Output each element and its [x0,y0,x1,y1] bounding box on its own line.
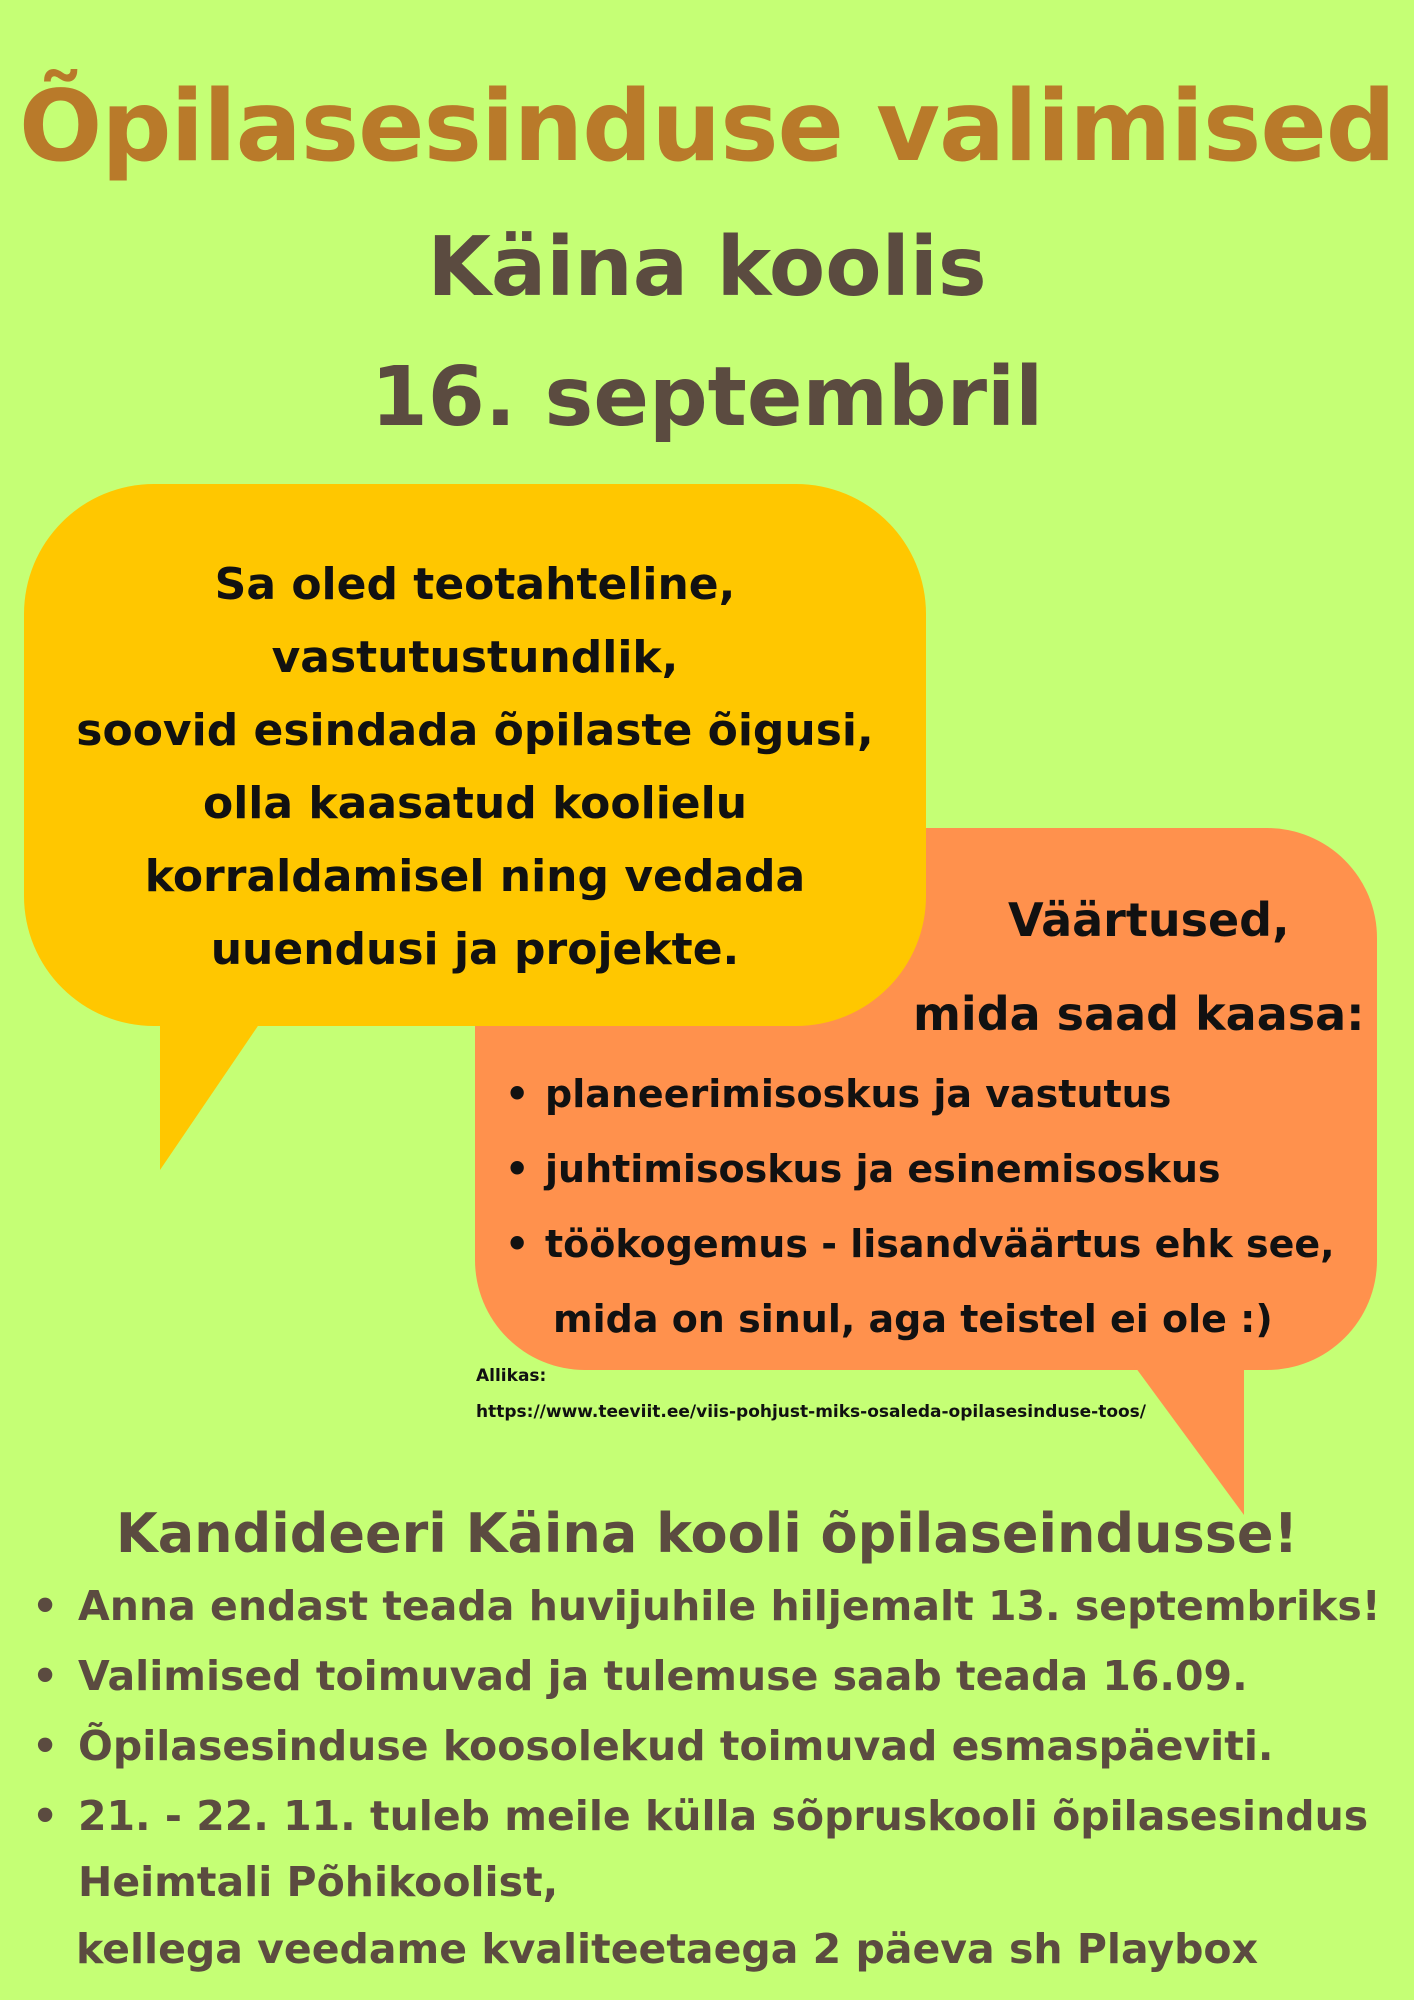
info-list-item [32,1582,1381,1630]
poster-subtitle-school: Käina koolis [427,220,987,315]
intro-line: korraldamisel ning vedada [144,851,806,902]
value-item-text: juhtimisoskus ja esinemisoskus [545,1147,1221,1191]
info-item-continuation: Heimtali Põhikoolist, [78,1858,559,1906]
source-label: Allikas: [476,1366,547,1386]
info-list-item [32,1722,1273,1770]
bullet-icon: • [32,1652,59,1700]
intro-line: soovid esindada õpilaste õigusi, [76,705,874,756]
value-list-item [505,1222,1335,1266]
value-list-item [505,1072,1171,1116]
value-item-text: planeerimisoskus ja vastutus [545,1072,1172,1116]
bullet-icon: • [505,1222,530,1266]
value-item-text: töökogemus - lisandväärtus ehk see, [545,1222,1335,1266]
values-bubble-tail [1130,1360,1244,1515]
value-list-item [505,1147,1221,1191]
candidate-heading: Kandideeri Käina kooli õpilaseindusse! [115,1502,1299,1565]
value-item-continuation: mida on sinul, aga teistel ei ole :) [553,1297,1273,1341]
bullet-icon: • [505,1072,530,1116]
bullet-icon: • [32,1722,59,1770]
poster-title: Õpilasesinduse valimised [19,70,1395,184]
values-heading-continuation: mida saad kaasa: [913,987,1365,1041]
info-item-continuation: kellega veedame kvaliteetaega 2 päeva sh Playbox [76,1925,1259,1973]
intro-bubble-tail [160,1020,262,1170]
bullet-icon: • [505,1147,530,1191]
source-url: https://www.teeviit.ee/viis-pohjust-miks-osaleda-opilasesinduse-toos/ [476,1402,1147,1422]
values-heading: Väärtused, [1008,893,1290,947]
info-item-text: Anna endast teada huvijuhile hiljemalt 13. septembriks! [78,1582,1381,1630]
bullet-icon: • [32,1792,59,1840]
intro-line: uuendusi ja projekte. [210,924,740,975]
info-list-item [32,1652,1248,1700]
info-item-text: Õpilasesinduse koosolekud toimuvad esmaspäeviti. [78,1722,1274,1770]
intro-line: vastutustundlik, [271,632,679,683]
intro-line: olla kaasatud koolielu [202,778,748,829]
intro-line: Sa oled teotahteline, [214,559,736,610]
info-item-text: 21. - 22. 11. tuleb meile külla sõpruskooli õpilasesindus [78,1792,1369,1840]
info-item-text: Valimised toimuvad ja tulemuse saab teada 16.09. [78,1652,1248,1700]
info-list-item [32,1792,1368,1840]
poster-subtitle-date: 16. septembril [370,350,1044,445]
intro-text [24,548,926,986]
bullet-icon: • [32,1582,59,1630]
